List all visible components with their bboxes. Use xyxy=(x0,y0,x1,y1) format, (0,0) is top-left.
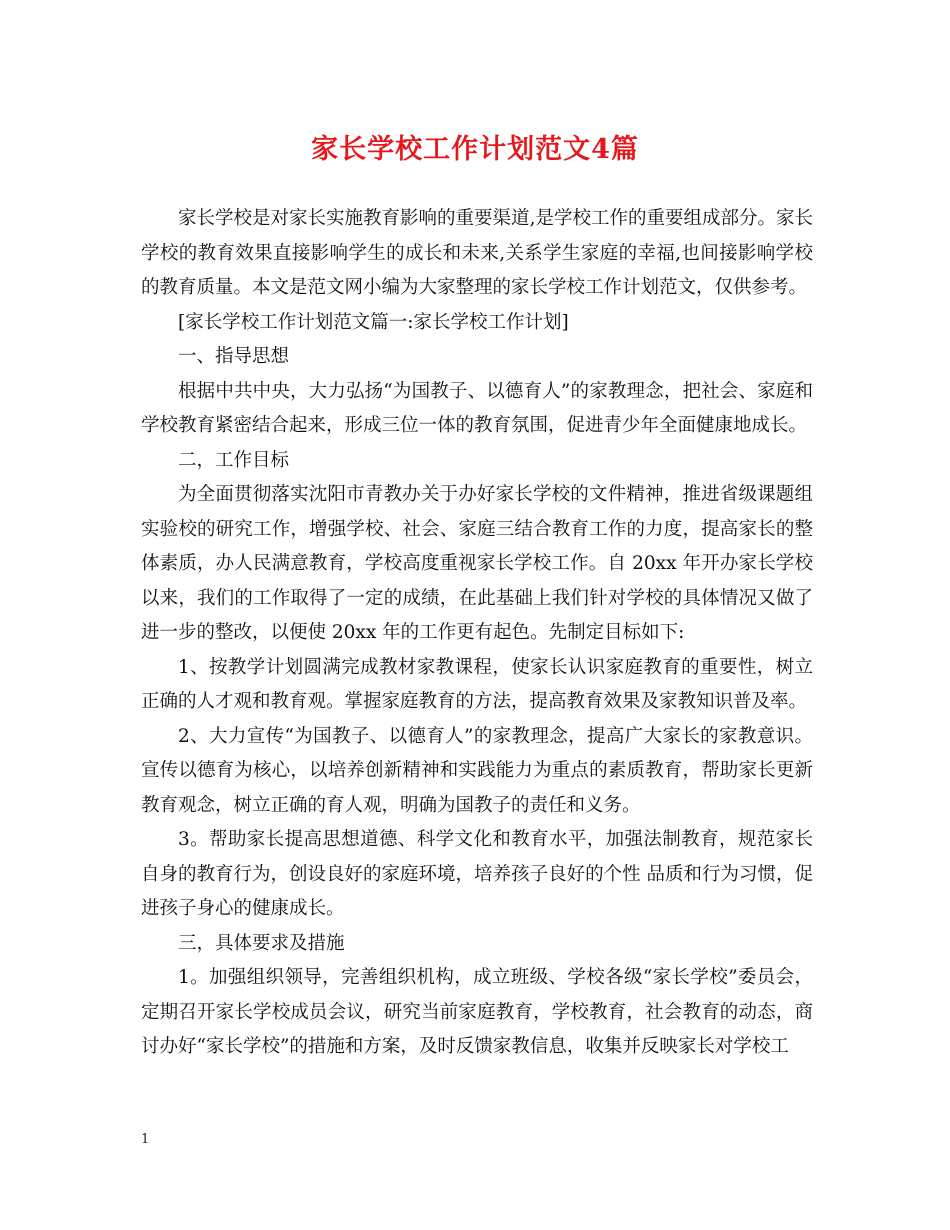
document-body xyxy=(141,202,813,1065)
paragraph-heading-requirements: 三，具体要求及措施 xyxy=(178,932,345,954)
document-title: 家长学校工作计划范文4篇 xyxy=(311,134,639,165)
paragraph-work-goals: 为全面贯彻落实沈阳市青教办关于办好家长学校的文件精神，推进省级课题组实验校的研究工作，增强学校、社会、家庭三结合教育工作的力度，提高家长的整体素质，办人民满意教育，学校高度重视家长学校工作。自 20xx 年开办家长学校以来，我们的工作取得了一定的成绩，在此基础上我们针对学校的具体情况又做了进一步的整改，以便使 20xx 年的工作更有起色。先制定目标如下: xyxy=(141,484,813,643)
paragraph-intro: 家长学校是对家长实施教育影响的重要渠道,是学校工作的重要组成部分。家长学校的教育效果直接影响学生的成长和未来,关系学生家庭的幸福,也间接影响学校的教育质量。本文是范文网小编为大家整理的家长学校工作计划范文，仅供参考。 xyxy=(141,208,813,298)
paragraph-section-heading: [家长学校工作计划范文篇一:家长学校工作计划] xyxy=(178,311,569,333)
paragraph-goal-1: 1、按教学计划圆满完成教材家教课程，使家长认识家庭教育的重要性，树立正确的人才观和教育观。掌握家庭教育的方法，提高教育效果及家教知识普及率。 xyxy=(141,656,813,712)
paragraph-heading-work-goals: 二，工作目标 xyxy=(178,449,290,471)
paragraph-goal-3: 3。帮助家长提高思想道德、科学文化和教育水平，加强法制教育，规范家长自身的教育行为，创设良好的家庭环境，培养孩子良好的个性 品质和行为习惯，促进孩子身心的健康成长。 xyxy=(141,829,813,919)
paragraph-heading-guiding-ideology: 一、指导思想 xyxy=(178,346,290,367)
paragraph-guiding-ideology: 根据中共中央，大力弘扬“为国教子、以德育人”的家教理念，把社会、家庭和学校教育紧密结合起来，形成三位一体的教育氛围，促进青少年全面健康地成长。 xyxy=(141,380,813,436)
page-number: 1 xyxy=(141,1132,150,1147)
paragraph-requirement-1: 1。加强组织领导，完善组织机构，成立班级、学校各级“家长学校”委员会，定期召开家长学校成员会议，研究当前家庭教育，学校教育，社会教育的动态，商讨办好“家长学校”的措施和方案，及时反馈家教信息，收集并反映家长对学校工 xyxy=(141,967,813,1057)
paragraph-goal-2: 2、大力宣传“为国教子、以德育人”的家教理念，提高广大家长的家教意识。宣传以德育为核心，以培养创新精神和实践能力为重点的素质教育，帮助家长更新教育观念，树立正确的育人观，明确为国教子的责任和义务。 xyxy=(141,725,813,816)
